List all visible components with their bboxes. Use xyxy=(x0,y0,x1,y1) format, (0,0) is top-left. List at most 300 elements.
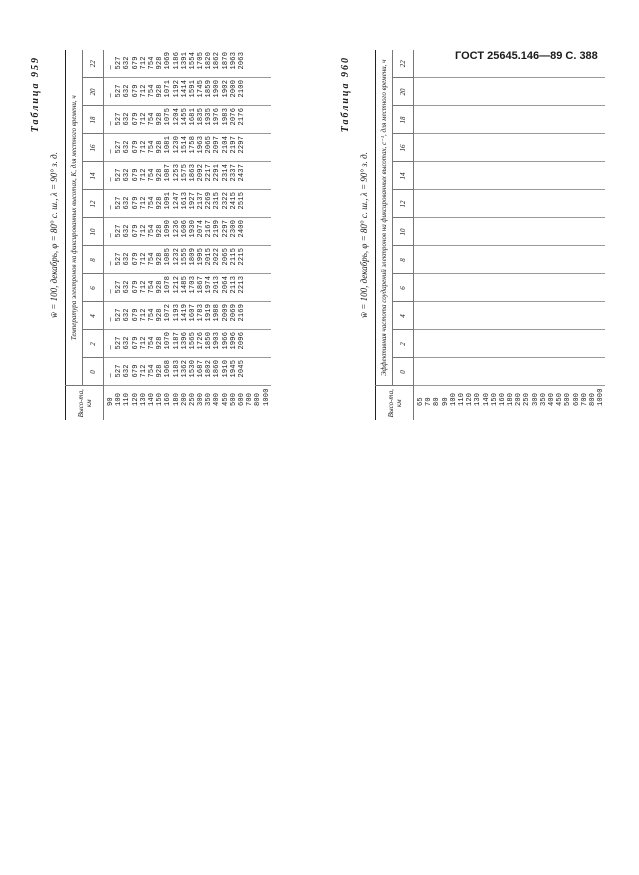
cell-value: 1193 xyxy=(172,303,181,322)
cell-value: 1085 xyxy=(164,247,173,266)
cell-value: 1927 xyxy=(188,191,197,210)
cell-value xyxy=(263,163,271,182)
cell-value xyxy=(246,275,254,294)
cell-value: 754 xyxy=(147,168,156,182)
data-column xyxy=(104,190,271,218)
cell-value: 1455 xyxy=(180,107,189,126)
cell-value: 928 xyxy=(156,84,165,98)
cell-value: 1068 xyxy=(164,359,173,378)
cell-value: 2097 xyxy=(213,135,222,154)
cell-value: 632 xyxy=(123,196,132,210)
cell-value: — xyxy=(107,205,115,210)
cell-value: 632 xyxy=(123,224,132,238)
height-value: 1000 xyxy=(262,388,271,406)
height-header: Высо-та, км xyxy=(376,386,414,420)
cell-value: 1591 xyxy=(188,79,197,98)
cell-value: 2069 xyxy=(229,303,238,322)
cell-value: 527 xyxy=(115,140,124,154)
cell-value xyxy=(246,191,254,210)
cell-value: 1069 xyxy=(164,51,173,70)
hour-header: 8 xyxy=(393,246,414,274)
height-value: 600 xyxy=(572,392,581,406)
height-value: 100 xyxy=(449,392,458,406)
cell-value: 1910 xyxy=(221,359,230,378)
cell-value: 679 xyxy=(131,224,140,238)
table-960 xyxy=(340,50,605,420)
cell-value: 527 xyxy=(115,224,124,238)
cell-value: 1963 xyxy=(197,135,206,154)
height-value: 500 xyxy=(564,392,573,406)
cell-value: 632 xyxy=(123,168,132,182)
group-header: Эффективная частота соударений электронов на фиксированных высотах, с⁻¹, для местного времени, ч xyxy=(376,50,393,386)
height-value: 100 xyxy=(115,392,124,406)
height-value: 450 xyxy=(556,392,565,406)
cell-value xyxy=(263,50,271,70)
cell-value: 1705 xyxy=(197,51,206,70)
cell-value xyxy=(254,50,262,70)
cell-value: 1930 xyxy=(188,219,197,238)
cell-value: 679 xyxy=(131,168,140,182)
cell-value: 1396 xyxy=(180,331,189,350)
cell-value: 1870 xyxy=(221,51,230,70)
height-value: 140 xyxy=(482,392,491,406)
data-column xyxy=(414,218,606,246)
height-value: 90 xyxy=(107,397,115,406)
hour-header: 4 xyxy=(393,302,414,330)
cell-value: 527 xyxy=(115,308,124,322)
cell-value: 1072 xyxy=(164,303,173,322)
cell-value xyxy=(254,163,262,182)
hour-header: 12 xyxy=(83,190,104,218)
cell-value xyxy=(254,79,262,98)
data-table xyxy=(375,50,605,420)
data-column xyxy=(414,358,606,386)
cell-value: 1081 xyxy=(164,135,173,154)
cell-value xyxy=(254,247,262,266)
cell-value: 754 xyxy=(147,364,156,378)
hour-header: 16 xyxy=(83,134,104,162)
height-value: 800 xyxy=(588,392,597,406)
cell-value: 527 xyxy=(115,196,124,210)
cell-value xyxy=(246,163,254,182)
cell-value: 527 xyxy=(115,252,124,266)
cell-value: 527 xyxy=(115,56,124,70)
cell-value: 1091 xyxy=(164,191,173,210)
cell-value: — xyxy=(107,317,115,322)
cell-value: 1835 xyxy=(197,107,206,126)
table-959 xyxy=(30,50,271,420)
cell-value: 754 xyxy=(147,140,156,154)
cell-value xyxy=(263,359,271,378)
height-value: 110 xyxy=(457,392,466,406)
cell-value: 2009 xyxy=(221,303,230,322)
cell-value: 1820 xyxy=(205,51,214,70)
hour-header: 20 xyxy=(83,78,104,106)
cell-value: 1075 xyxy=(164,107,173,126)
cell-value: 928 xyxy=(156,280,165,294)
cell-value: 1236 xyxy=(172,219,181,238)
cell-value: — xyxy=(107,233,115,238)
cell-value: 679 xyxy=(131,84,140,98)
data-column xyxy=(414,106,606,134)
data-column xyxy=(104,134,271,162)
cell-value xyxy=(263,247,271,266)
data-column xyxy=(414,190,606,218)
cell-value: 1995 xyxy=(197,247,206,266)
height-value: 350 xyxy=(539,392,548,406)
cell-value xyxy=(246,135,254,154)
cell-value: 1247 xyxy=(172,191,181,210)
cell-value: 2400 xyxy=(238,219,246,238)
cell-value: 712 xyxy=(139,56,148,70)
cell-value: 679 xyxy=(131,112,140,126)
cell-value: 1230 xyxy=(172,135,181,154)
cell-value: 1204 xyxy=(172,107,181,126)
cell-value xyxy=(263,331,271,350)
hour-header: 10 xyxy=(393,218,414,246)
data-column xyxy=(104,358,271,386)
data-column xyxy=(104,162,271,190)
cell-value: 632 xyxy=(123,140,132,154)
cell-value: 712 xyxy=(139,168,148,182)
data-column xyxy=(104,78,271,106)
cell-value: 2437 xyxy=(238,163,246,182)
cell-value: 1485 xyxy=(180,275,189,294)
cell-value: 2045 xyxy=(238,359,246,378)
data-column xyxy=(414,302,606,330)
cell-value: 527 xyxy=(115,364,124,378)
cell-value: 1935 xyxy=(205,107,214,126)
cell-value: 1850 xyxy=(205,331,214,350)
table-title: Таблица 960 xyxy=(340,56,351,133)
cell-value xyxy=(263,275,271,294)
cell-value: 2322 xyxy=(221,191,230,210)
cell-value: 1996 xyxy=(229,331,238,350)
cell-value: 2000 xyxy=(229,79,238,98)
height-value: 700 xyxy=(246,392,255,406)
height-header: Высо-та, км xyxy=(66,386,104,420)
hour-header: 6 xyxy=(83,274,104,302)
height-value: 65 xyxy=(417,397,425,406)
cell-value: 632 xyxy=(123,56,132,70)
cell-value: 1802 xyxy=(205,359,214,378)
data-column xyxy=(104,246,271,274)
hour-header: 18 xyxy=(393,106,414,134)
cell-value: 712 xyxy=(139,84,148,98)
cell-value: 2169 xyxy=(238,303,246,322)
cell-value xyxy=(254,107,262,126)
cell-value: 1090 xyxy=(164,219,173,238)
height-value: 180 xyxy=(172,392,181,406)
cell-value: 2115 xyxy=(229,247,238,266)
hour-header: 0 xyxy=(393,358,414,386)
cell-value: 679 xyxy=(131,140,140,154)
height-value: 600 xyxy=(238,392,246,406)
cell-value: 712 xyxy=(139,140,148,154)
cell-value: 2199 xyxy=(213,219,222,238)
cell-value: 2092 xyxy=(197,163,206,182)
height-value: 120 xyxy=(131,392,140,406)
height-value: 150 xyxy=(490,392,499,406)
cell-value: 2113 xyxy=(229,275,238,294)
height-value: 70 xyxy=(425,397,434,406)
cell-value: — xyxy=(107,177,115,182)
cell-value: 2022 xyxy=(213,247,222,266)
hour-header: 20 xyxy=(393,78,414,106)
cell-value xyxy=(246,247,254,266)
height-value: 450 xyxy=(221,392,230,406)
cell-value: 1253 xyxy=(172,163,181,182)
cell-value: 1919 xyxy=(205,303,214,322)
cell-value: 1362 xyxy=(180,359,189,378)
data-column xyxy=(414,246,606,274)
cell-value: 2064 xyxy=(221,275,230,294)
height-value: 800 xyxy=(254,392,263,406)
cell-value: 1606 xyxy=(180,219,189,238)
cell-value: 1183 xyxy=(172,359,181,378)
hour-header: 16 xyxy=(393,134,414,162)
data-column xyxy=(414,162,606,190)
cell-value: 1809 xyxy=(188,247,197,266)
cell-value: 1863 xyxy=(188,163,197,182)
cell-value: 527 xyxy=(115,112,124,126)
cell-value: 679 xyxy=(131,196,140,210)
cell-value xyxy=(246,219,254,238)
cell-value: 2100 xyxy=(238,79,246,98)
cell-value: 527 xyxy=(115,168,124,182)
cell-value: 2013 xyxy=(213,275,222,294)
hour-header: 2 xyxy=(393,330,414,358)
height-value: 90 xyxy=(441,397,450,406)
cell-value xyxy=(254,359,262,378)
cell-value: 2137 xyxy=(197,191,206,210)
cell-value: 712 xyxy=(139,280,148,294)
cell-value: — xyxy=(107,149,115,154)
cell-value: 754 xyxy=(147,84,156,98)
cell-value: 1087 xyxy=(164,163,173,182)
hour-header: 2 xyxy=(83,330,104,358)
height-value: 300 xyxy=(531,392,540,406)
group-header: Температура электронов на фиксированных высотах, К, для местного времени, ч xyxy=(66,50,83,386)
cell-value: 1414 xyxy=(180,79,189,98)
cell-value xyxy=(254,191,262,210)
cell-value xyxy=(263,135,271,154)
cell-value: 928 xyxy=(156,196,165,210)
cell-value: 754 xyxy=(147,308,156,322)
cell-value: 632 xyxy=(123,364,132,378)
cell-value: 632 xyxy=(123,252,132,266)
cell-value: 712 xyxy=(139,224,148,238)
height-column xyxy=(104,386,271,420)
height-value: 120 xyxy=(466,392,475,406)
cell-value: 2104 xyxy=(221,135,230,154)
cell-value xyxy=(254,331,262,350)
height-value: 130 xyxy=(139,392,148,406)
cell-value: 1726 xyxy=(197,331,206,350)
cell-value: 2063 xyxy=(238,51,246,70)
cell-value: 2167 xyxy=(205,219,214,238)
height-value: 80 xyxy=(433,397,442,406)
cell-value: 1783 xyxy=(197,303,206,322)
height-value: 400 xyxy=(213,392,222,406)
height-value: 250 xyxy=(188,392,197,406)
cell-value: 2065 xyxy=(205,135,214,154)
cell-value: 712 xyxy=(139,196,148,210)
table-caption: w̄ = 100, декабрь, φ = 80° с. ш., λ = 90° з. д. xyxy=(49,152,59,318)
cell-value: — xyxy=(107,345,115,350)
cell-value xyxy=(246,79,254,98)
cell-value: 1187 xyxy=(172,331,181,350)
cell-value: 754 xyxy=(147,280,156,294)
cell-value: 754 xyxy=(147,336,156,350)
table-caption: w̄ = 100, декабрь, φ = 80° с. ш., λ = 90° з. д. xyxy=(359,152,369,318)
cell-value: 754 xyxy=(147,252,156,266)
cell-value: 1983 xyxy=(221,107,230,126)
cell-value xyxy=(246,359,254,378)
cell-value: 754 xyxy=(147,56,156,70)
height-value: 250 xyxy=(523,392,532,406)
cell-value xyxy=(246,50,254,70)
data-column xyxy=(104,274,271,302)
cell-value: 1391 xyxy=(180,51,189,70)
cell-value: 1860 xyxy=(213,359,222,378)
cell-value: 1859 xyxy=(205,79,214,98)
cell-value: 928 xyxy=(156,112,165,126)
data-column xyxy=(104,50,271,78)
hour-header: 22 xyxy=(393,50,414,78)
cell-value: 1186 xyxy=(172,51,181,70)
cell-value: 527 xyxy=(115,336,124,350)
cell-value: 527 xyxy=(115,84,124,98)
cell-value: 712 xyxy=(139,112,148,126)
cell-value: 928 xyxy=(156,308,165,322)
hour-header: 22 xyxy=(83,50,104,78)
cell-value: 2269 xyxy=(205,191,214,210)
cell-value: 1867 xyxy=(197,275,206,294)
data-column xyxy=(104,330,271,358)
cell-value: 1575 xyxy=(180,163,189,182)
cell-value: 679 xyxy=(131,336,140,350)
cell-value: 1758 xyxy=(188,135,197,154)
height-value: 350 xyxy=(205,392,214,406)
cell-value: 1862 xyxy=(213,51,222,70)
cell-value: 679 xyxy=(131,252,140,266)
cell-value: 2076 xyxy=(229,107,238,126)
cell-value: — xyxy=(107,289,115,294)
cell-value xyxy=(254,275,262,294)
cell-value: 928 xyxy=(156,56,165,70)
cell-value: 679 xyxy=(131,308,140,322)
cell-value: 712 xyxy=(139,364,148,378)
cell-value: 928 xyxy=(156,168,165,182)
cell-value: 632 xyxy=(123,336,132,350)
height-value: 200 xyxy=(515,392,524,406)
cell-value xyxy=(263,107,271,126)
cell-value: 2213 xyxy=(238,275,246,294)
cell-value xyxy=(254,219,262,238)
cell-value: 754 xyxy=(147,112,156,126)
height-value: 160 xyxy=(164,392,173,406)
cell-value: 754 xyxy=(147,224,156,238)
cell-value: 2065 xyxy=(221,247,230,266)
cell-value: 928 xyxy=(156,140,165,154)
hour-header: 0 xyxy=(83,358,104,386)
data-column xyxy=(104,218,271,246)
cell-value: 1974 xyxy=(205,275,214,294)
cell-value: 2315 xyxy=(213,191,222,210)
cell-value: 2515 xyxy=(238,191,246,210)
height-value: 300 xyxy=(197,392,206,406)
cell-value: 1963 xyxy=(229,51,238,70)
cell-value: — xyxy=(107,373,115,378)
cell-value xyxy=(263,303,271,322)
cell-value: 1212 xyxy=(172,275,181,294)
cell-value: 1232 xyxy=(172,247,181,266)
height-value: 500 xyxy=(229,392,238,406)
cell-value: 527 xyxy=(115,280,124,294)
cell-value: 632 xyxy=(123,280,132,294)
cell-value: 1530 xyxy=(188,359,197,378)
cell-value: 2297 xyxy=(238,135,246,154)
data-column xyxy=(104,106,271,134)
cell-value: 2176 xyxy=(238,107,246,126)
table-title: Таблица 959 xyxy=(30,56,41,133)
hour-header: 4 xyxy=(83,302,104,330)
cell-value: 632 xyxy=(123,308,132,322)
height-value: 140 xyxy=(147,392,156,406)
hour-header: 6 xyxy=(393,274,414,302)
cell-value: — xyxy=(107,261,115,266)
height-value: 200 xyxy=(180,392,189,406)
cell-value: 1902 xyxy=(221,79,230,98)
cell-value: 2291 xyxy=(213,163,222,182)
cell-value: 1966 xyxy=(221,331,230,350)
cell-value: 1071 xyxy=(164,79,173,98)
cell-value xyxy=(263,79,271,98)
cell-value: 2096 xyxy=(238,331,246,350)
data-column xyxy=(414,50,606,78)
cell-value: 2314 xyxy=(221,163,230,182)
cell-value: 754 xyxy=(147,196,156,210)
cell-value: 712 xyxy=(139,252,148,266)
cell-value: 928 xyxy=(156,224,165,238)
cell-value: 1192 xyxy=(172,79,181,98)
hour-header: 10 xyxy=(83,218,104,246)
data-column xyxy=(414,134,606,162)
cell-value: 1070 xyxy=(164,331,173,350)
cell-value: 2217 xyxy=(205,163,214,182)
cell-value xyxy=(263,191,271,210)
cell-value: 2337 xyxy=(229,163,238,182)
cell-value: 1903 xyxy=(213,331,222,350)
data-column xyxy=(104,302,271,330)
cell-value: 928 xyxy=(156,336,165,350)
cell-value: 1554 xyxy=(188,51,197,70)
cell-value: 679 xyxy=(131,56,140,70)
data-column xyxy=(414,330,606,358)
hour-header: 12 xyxy=(393,190,414,218)
cell-value xyxy=(246,107,254,126)
hour-header: 14 xyxy=(393,162,414,190)
height-value: 130 xyxy=(474,392,483,406)
cell-value: 2015 xyxy=(205,247,214,266)
cell-value: 2215 xyxy=(238,247,246,266)
height-value: 400 xyxy=(548,392,556,406)
cell-value: 2300 xyxy=(229,219,238,238)
data-table xyxy=(65,50,271,420)
cell-value xyxy=(254,303,262,322)
height-value: 1000 xyxy=(597,388,606,406)
